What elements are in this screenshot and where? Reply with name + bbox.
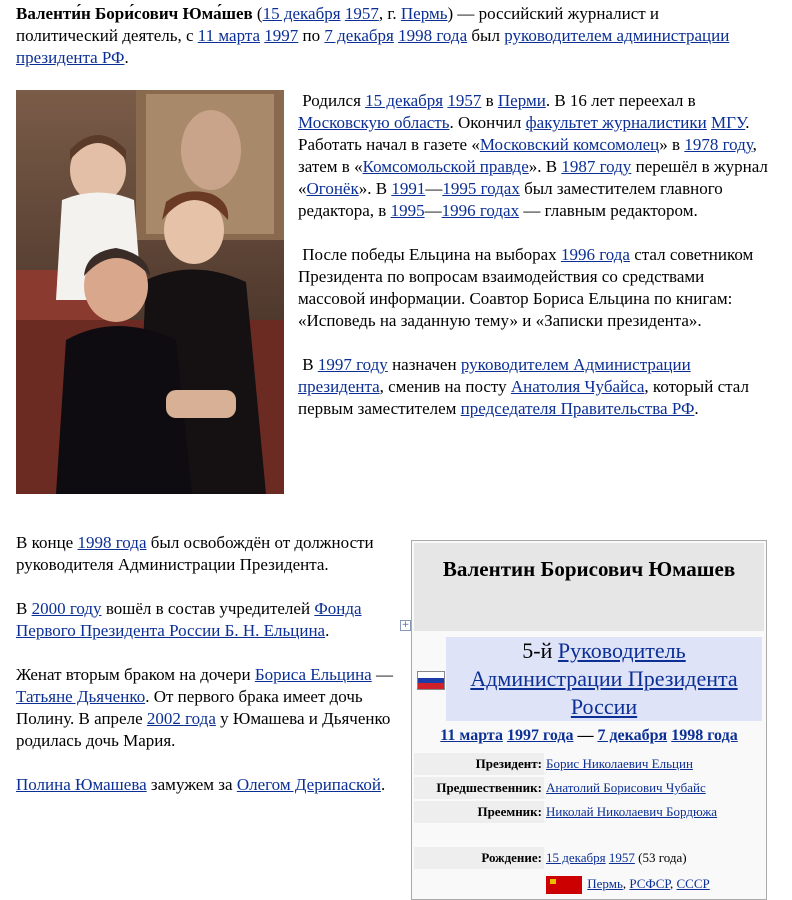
text: В (16, 599, 28, 618)
text: был освобождён от должности руководителя Администрации Президента. (16, 533, 374, 574)
infobox (411, 540, 767, 900)
link-oleg-deripaska[interactable]: Олегом Дерипаской (236, 775, 381, 794)
row-label: Президент: (414, 753, 544, 775)
later-life-section (16, 532, 396, 818)
link-city-perm[interactable]: Пермь (400, 4, 448, 23)
infobox-row-birth (414, 847, 764, 869)
age-text: (53 года) (638, 850, 687, 865)
text: В конце (16, 533, 74, 552)
bio-paragraph-advisor (298, 244, 768, 332)
text: После победы Ельцина на выборах (302, 245, 557, 264)
row-label: Рождение: (414, 847, 544, 869)
link-year-1996[interactable]: 1996 годах (441, 201, 520, 220)
para-polina (16, 774, 396, 796)
text: , который стал первым заместителем (298, 377, 749, 418)
link-year-1978[interactable]: 1978 году (684, 135, 753, 154)
text: . От первого брака имеет дочь Полину. В апреле (16, 687, 363, 728)
link-city-perm[interactable]: Пермь (587, 876, 623, 891)
link-birth-year[interactable]: 1957 (344, 4, 379, 23)
text: Родился (302, 91, 361, 110)
russia-flag-icon (417, 671, 445, 690)
row-label: Преемник: (414, 801, 544, 823)
link-year-1998[interactable]: 1998 года (671, 727, 738, 744)
link-predecessor[interactable]: Анатолий Борисович Чубайс (546, 780, 706, 795)
text: — главным редактором. (523, 201, 698, 220)
link-year-1995[interactable]: 1995 (390, 201, 425, 220)
link-date-7-december[interactable]: 7 декабря (597, 727, 668, 744)
para-foundation (16, 598, 396, 642)
birth-value (546, 847, 687, 869)
text: ». В (528, 157, 558, 176)
text: — (577, 727, 594, 744)
infobox-row-predecessor (414, 777, 764, 799)
text: , затем в « (298, 135, 757, 176)
text: ) — российский журналист и политический деятель, с (16, 4, 660, 45)
text: . Окончил (449, 113, 522, 132)
link-year-1997[interactable]: 1997 году (317, 355, 388, 374)
biography-section (298, 90, 768, 442)
family-photo-image (16, 90, 284, 494)
link-msu[interactable]: МГУ (711, 113, 746, 132)
link-birth-day[interactable]: 15 декабря (262, 4, 341, 23)
text: замужем за (150, 775, 233, 794)
link-year-1991[interactable]: 1991 (391, 179, 426, 198)
text: . (380, 775, 386, 794)
link-year-1997[interactable]: 1997 года (506, 727, 574, 744)
link-year-2000[interactable]: 2000 году (31, 599, 102, 618)
row-label: Предшественник: (414, 777, 544, 799)
link-moskovsky-komsomolets[interactable]: Московский комсомолец (479, 135, 660, 154)
text: в (485, 91, 494, 110)
bio-paragraph-administration (298, 354, 768, 420)
link-komsomolskaya-pravda[interactable]: Комсомольской правде (362, 157, 529, 176)
family-photo (16, 90, 284, 494)
link-birth-day[interactable]: 15 декабря (546, 850, 606, 865)
link-year-1995-range[interactable]: 1995 годах (442, 179, 520, 198)
text: , (669, 876, 674, 891)
infobox-row-president (414, 753, 764, 775)
text: назначен (392, 355, 457, 374)
link-date-11-march[interactable]: 11 марта (197, 26, 261, 45)
link-moscow-oblast[interactable]: Московскую область (298, 113, 450, 132)
link-year-1987[interactable]: 1987 году (561, 157, 632, 176)
text: был заместителем главного редактора, в (298, 179, 723, 220)
link-ussr[interactable]: СССР (676, 876, 710, 891)
link-successor[interactable]: Николай Николаевич Бордюжа (546, 804, 718, 819)
birthplace-value (546, 873, 710, 895)
link-ogonek[interactable]: Огонёк (306, 179, 359, 198)
link-government-chairman[interactable]: председателя Правительства РФ (460, 399, 695, 418)
para-dismissal (16, 532, 396, 576)
link-journalism-faculty[interactable]: факультет журналистики (525, 113, 707, 132)
article-subject-name: Валенти́н Бори́сович Юма́шев (16, 4, 253, 23)
link-administration-head[interactable]: руководителем Администрации президента (298, 355, 691, 396)
text: , сменив на посту (379, 377, 507, 396)
text: вошёл в состав учредителей (105, 599, 311, 618)
link-year-1998[interactable]: 1998 года (398, 26, 468, 45)
text: — (375, 665, 393, 684)
text: . (124, 48, 129, 67)
link-year-2002[interactable]: 2002 года (146, 709, 216, 728)
link-year-1998[interactable]: 1998 года (77, 533, 147, 552)
text: по (302, 26, 321, 45)
ussr-flag-icon (546, 876, 582, 894)
text: ( (256, 4, 263, 23)
link-birth-year[interactable]: 1957 (608, 850, 635, 865)
text: В (302, 355, 314, 374)
link-president[interactable]: Борис Николаевич Ельцин (546, 756, 693, 771)
link-administration-head[interactable]: руководителем администрации президента РФ (16, 26, 730, 67)
link-birth-year[interactable]: 1957 (447, 91, 482, 110)
text: — (425, 179, 443, 198)
link-tatyana-dyachenko[interactable]: Татьяне Дьяченко (16, 687, 146, 706)
text: » в (659, 135, 681, 154)
text: у Юмашева и Дьяченко родилась дочь Мария. (16, 709, 391, 750)
text: Женат вторым браком на дочери (16, 665, 251, 684)
link-date-11-march[interactable]: 11 марта (440, 727, 503, 744)
infobox-row-birthplace (414, 873, 764, 895)
text: . Работать начал в газете « (298, 113, 750, 154)
infobox-title: Валентин Борисович Юмашев (414, 543, 764, 631)
text: . (694, 399, 699, 418)
link-year-1997[interactable]: 1997 (264, 26, 299, 45)
bio-paragraph-early-life (298, 90, 768, 222)
text: ». В (358, 179, 388, 198)
text: — (424, 201, 442, 220)
intro-paragraph (16, 3, 756, 69)
link-boris-yeltsin[interactable]: Бориса Ельцина (254, 665, 372, 684)
infobox-position (446, 637, 762, 721)
link-date-7-december[interactable]: 7 декабря (324, 26, 394, 45)
link-city-perm[interactable]: Перми (497, 91, 546, 110)
link-year-1996[interactable]: 1996 года (560, 245, 630, 264)
link-chubais[interactable]: Анатолия Чубайса (510, 377, 645, 396)
text: стал советником Президента по вопросам взаимодействия со средствами массовой информации. Соавтор Бориса Ельцина по книгам: «Исповедь на заданную тему» и «Записки президента». (298, 245, 754, 330)
link-yeltsin-foundation[interactable]: Фонда Первого Президента России Б. Н. Ельцина (16, 599, 362, 640)
link-polina-yumasheva[interactable]: Полина Юмашева (16, 775, 147, 794)
text: . В 16 лет переехал в (545, 91, 696, 110)
text: , (622, 876, 627, 891)
text: . (325, 621, 330, 640)
para-family (16, 664, 396, 752)
infobox-term-dates (412, 725, 766, 747)
text: , г. (378, 4, 397, 23)
link-rsfsr[interactable]: РСФСР (629, 876, 670, 891)
text: перешёл в журнал « (298, 157, 768, 198)
text: был (471, 26, 500, 45)
link-birth-day[interactable]: 15 декабря (365, 91, 444, 110)
infobox-row-successor (414, 801, 764, 823)
position-number: 5-й (522, 638, 553, 663)
link-position-title[interactable]: Руководитель Администрации Президента России (470, 638, 738, 719)
expand-icon[interactable]: + (401, 620, 410, 630)
